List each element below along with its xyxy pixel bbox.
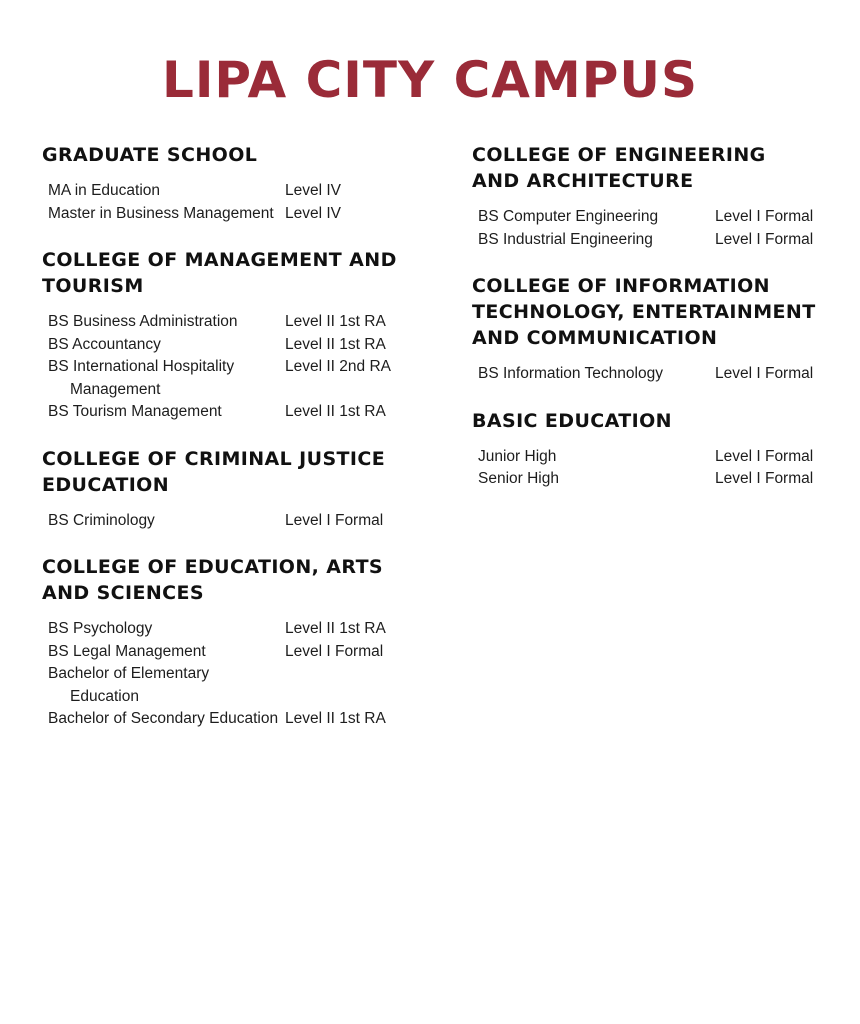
program-list — [472, 446, 818, 491]
program-name-line: Master in Business Management — [48, 204, 274, 222]
program-name-line: BS Accountancy — [48, 335, 161, 353]
program-row — [42, 334, 422, 357]
program-list — [472, 363, 818, 386]
program-row — [472, 229, 818, 252]
program-level: Level I Formal — [715, 230, 814, 248]
college-section — [472, 273, 818, 386]
program-name — [478, 468, 715, 491]
program-row — [42, 203, 422, 226]
program-row — [42, 708, 422, 731]
program-name-line: BS Criminology — [48, 511, 155, 529]
page-title: LIPA CITY CAMPUS — [161, 51, 699, 109]
program-name — [48, 401, 285, 424]
program-name-line: BS Legal Management — [48, 642, 206, 660]
right-column — [472, 142, 818, 753]
program-name-line: BS Business Administration — [48, 313, 238, 330]
program-name-line: Management — [70, 380, 161, 398]
program-name-line: BS Industrial Engineering — [478, 230, 653, 248]
program-name — [478, 446, 715, 469]
college-heading: COLLEGE OF EDUCATION, ARTS AND SCIENCES — [42, 556, 384, 604]
program-row — [42, 618, 422, 641]
program-name — [48, 663, 285, 708]
columns — [42, 142, 818, 753]
program-level: Level II 1st RA — [285, 710, 386, 727]
program-name — [48, 334, 285, 357]
program-level: Level IV — [285, 204, 342, 222]
program-name-line: MA in Education — [48, 182, 161, 199]
college-heading: COLLEGE OF ENGINEERING AND ARCHITECTURE — [472, 144, 766, 192]
program-level: Level I Formal — [715, 447, 814, 465]
college-heading: GRADUATE SCHOOL — [42, 144, 258, 166]
left-column — [42, 142, 422, 753]
program-row — [42, 356, 422, 401]
program-level: Level II 1st RA — [285, 403, 386, 420]
program-name — [48, 510, 285, 533]
program-name — [48, 311, 285, 334]
program-name — [48, 203, 285, 226]
program-list — [42, 618, 422, 731]
college-section — [42, 446, 422, 533]
program-name-line: Junior High — [478, 447, 557, 465]
program-name-line: Bachelor of Secondary Education — [48, 710, 279, 727]
program-row — [472, 363, 818, 386]
college-heading: BASIC EDUCATION — [472, 409, 672, 432]
program-list — [42, 180, 422, 225]
program-name-line: BS International Hospitality — [48, 358, 235, 375]
program-row — [42, 510, 422, 533]
program-row — [42, 663, 422, 708]
program-name — [478, 363, 715, 386]
program-level: Level IV — [285, 182, 342, 199]
program-list — [42, 510, 422, 533]
program-name — [48, 641, 285, 664]
program-name — [48, 356, 285, 401]
program-name — [48, 618, 285, 641]
program-name-line: BS Psychology — [48, 620, 153, 637]
college-section — [42, 142, 422, 225]
program-level: Level II 2nd RA — [285, 358, 391, 375]
program-level: Level I Formal — [285, 511, 384, 529]
program-level: Level I Formal — [715, 365, 814, 382]
program-name-line: Senior High — [478, 470, 559, 487]
program-level: Level II 1st RA — [285, 313, 386, 330]
program-list — [42, 311, 422, 424]
program-level: Level II 1st RA — [285, 335, 386, 353]
program-row — [42, 311, 422, 334]
program-name — [478, 206, 715, 229]
program-name-line: Bachelor of Elementary — [48, 665, 210, 682]
program-row — [472, 446, 818, 469]
program-level: Level II 1st RA — [285, 620, 386, 637]
program-row — [472, 468, 818, 491]
program-name — [478, 229, 715, 252]
program-name — [48, 708, 285, 731]
college-heading: COLLEGE OF MANAGEMENT AND TOURISM — [42, 249, 397, 297]
program-row — [42, 180, 422, 203]
program-name-line: BS Information Technology — [478, 365, 663, 382]
program-row — [42, 401, 422, 424]
college-heading: COLLEGE OF INFORMATION TECHNOLOGY, ENTERTAINMENT AND COMMUNICATION — [472, 275, 816, 349]
program-name — [48, 180, 285, 203]
college-section — [472, 142, 818, 251]
college-heading: COLLEGE OF CRIMINAL JUSTICE EDUCATION — [42, 447, 386, 496]
program-level: Level I Formal — [715, 208, 814, 225]
program-name-line: Education — [70, 687, 139, 705]
college-section — [42, 247, 422, 424]
program-level: Level I Formal — [285, 642, 384, 660]
college-section — [42, 554, 422, 731]
program-row — [42, 641, 422, 664]
college-section — [472, 408, 818, 491]
program-row — [472, 206, 818, 229]
program-name-line: BS Tourism Management — [48, 403, 222, 420]
program-level: Level I Formal — [715, 470, 814, 487]
program-name-line: BS Computer Engineering — [478, 208, 659, 225]
program-list — [472, 206, 818, 251]
